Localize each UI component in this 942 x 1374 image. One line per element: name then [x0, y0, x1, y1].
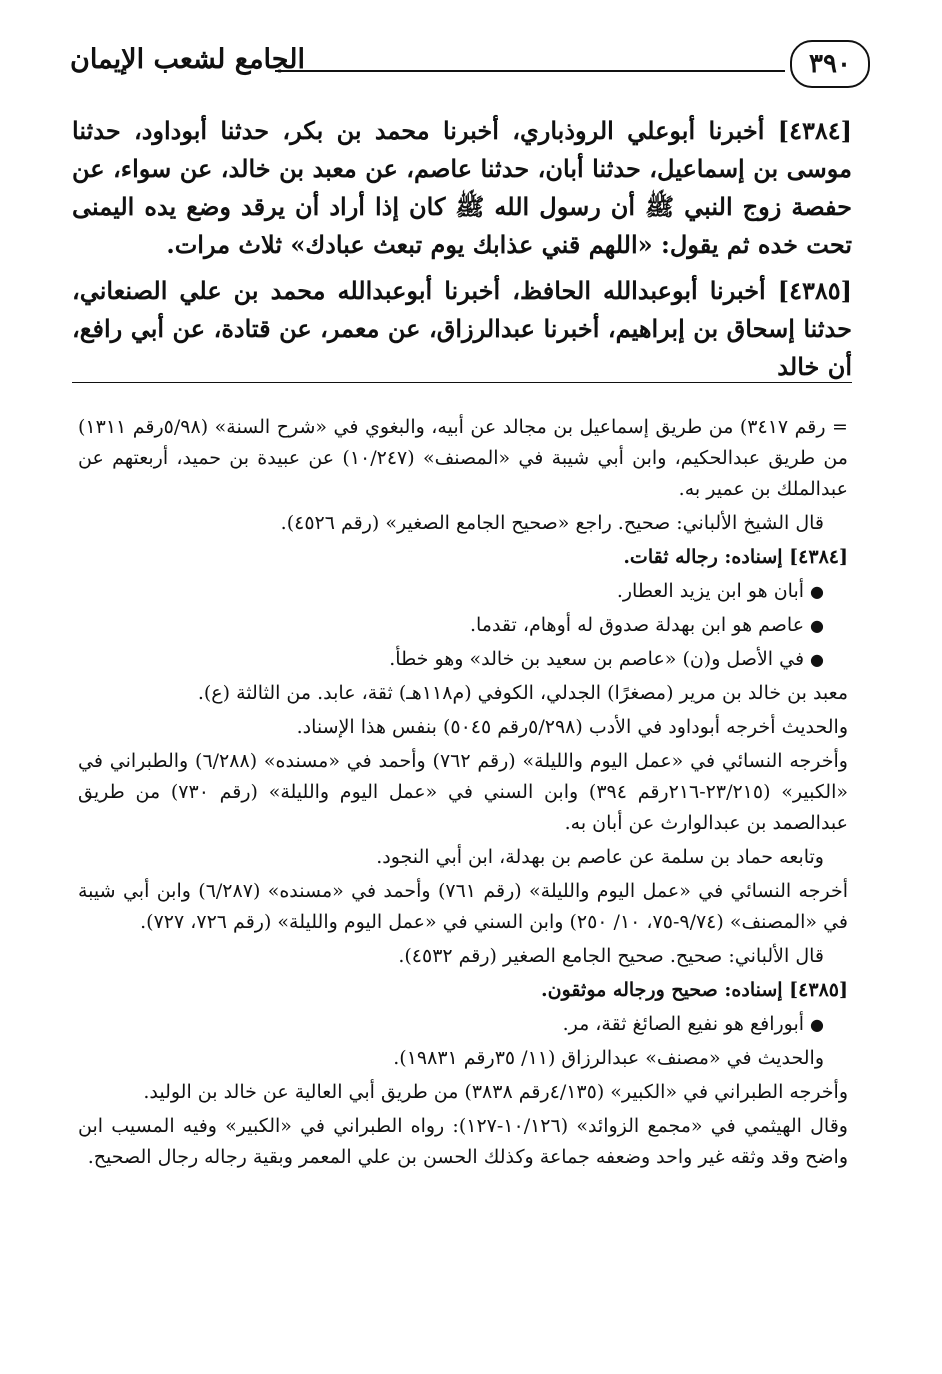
- footnote-heading-4384: [٤٣٨٤] إسناده: رجاله ثقات.: [623, 546, 848, 568]
- footnote-bullet-text: عاصم هو ابن بهدلة صدوق له أوهام، تقدما.: [469, 614, 805, 636]
- main-text: [72, 112, 852, 394]
- footnote-albani-grading: قال الشيخ الألباني: صحيح. راجع «صحيح الجامع الصغير» (رقم ٤٥٢٦).: [280, 512, 824, 534]
- footnote-separator: [72, 382, 852, 383]
- footnote-bullet-text: أبان هو ابن يزيد العطار.: [616, 580, 805, 602]
- footnote-narrator: معبد بن خالد بن مرير (مصغرًا) الجدلي، الكوفي (م١١٨هـ) ثقة، عابد. من الثالثة (ع).: [197, 682, 848, 704]
- footnote-bullet-item: [78, 1009, 848, 1040]
- footnote-continuation: = رقم ٣٤١٧) من طريق إسماعيل بن مجالد عن أبيه، والبغوي في «شرح السنة» (٥/٩٨رقم ١٣١١) من طريق عبدالحكيم، وابن أبي شيبة في «المصنف» (١٠/٢٤٧) عن عبيدة بن حميد، أربعتهم عن عبدالملك بن عمير به.: [78, 416, 848, 500]
- footnotes: [78, 412, 848, 1176]
- footnote-heading-4385: [٤٣٨٥] إسناده: صحيح ورجاله موثقون.: [541, 979, 848, 1001]
- hadith-4384: [٤٣٨٤] أخبرنا أبوعلي الروذباري، أخبرنا محمد بن بكر، حدثنا أبوداود، حدثنا موسى بن إسماعيل، حدثنا أبان، حدثنا عاصم، عن معبد بن خالد، عن سواء، عن حفصة زوج النبي ﷺ أن رسول الله ﷺ كان إذا أراد أن يرقد وضع يده اليمنى تحت خده ثم يقول: «اللهم قني عذابك يوم تبعث عبادك» ثلاث مرات.: [72, 116, 852, 259]
- footnote-paragraph: أخرجه النسائي في «عمل اليوم والليلة» (رقم ٧٦١) وأحمد في «مسنده» (٦/٢٨٧) وابن أبي شيبة في «المصنف» (٩/٧٤-٧٥، ١٠/ ٢٥٠) وابن السني في «عمل اليوم والليلة» (رقم ٧٢٦، ٧٢٧).: [78, 880, 848, 933]
- footnote-bullet-text: أبورافع هو نفيع الصائغ ثقة، مر.: [562, 1013, 805, 1035]
- footnote-paragraph: وأخرجه الطبراني في «الكبير» (٤/١٣٥رقم ٣٨٣٨) من طريق أبي العالية عن خالد بن الوليد.: [143, 1081, 848, 1103]
- header-rule: [275, 70, 785, 72]
- footnote-bullet-item: [78, 610, 848, 641]
- running-title: الجامع لشعب الإيمان: [70, 44, 305, 75]
- footnote-albani-grading: قال الألباني: صحيح. صحيح الجامع الصغير (رقم ٤٥٣٢).: [398, 945, 824, 967]
- bullet-icon: ●: [810, 582, 824, 601]
- footnote-bullet-item: [78, 576, 848, 607]
- footnote-paragraph: وقال الهيثمي في «مجمع الزوائد» (١٠/١٢٦-١٢٧): رواه الطبراني في «الكبير» وفيه المسيب ابن واضح وقد وثقه غير واحد وضعفه جماعة وكذلك الحسن بن علي المعمر وبقية رجاله رجال الصحيح.: [78, 1115, 848, 1168]
- footnote-bullet-item: [78, 644, 848, 675]
- page-header: [70, 34, 870, 94]
- bullet-icon: ●: [810, 1015, 824, 1034]
- footnote-paragraph: وتابعه حماد بن سلمة عن عاصم بن بهدلة، ابن أبي النجود.: [376, 846, 824, 868]
- footnote-paragraph: والحديث في «مصنف» عبدالرزاق (١١/ ٣٥رقم ١٩٨٣١).: [393, 1047, 824, 1069]
- page-number: ٣٩٠: [790, 40, 870, 88]
- footnote-paragraph: والحديث أخرجه أبوداود في الأدب (٥/٢٩٨رقم ٥٠٤٥) بنفس هذا الإسناد.: [296, 716, 848, 738]
- hadith-4385: [٤٣٨٥] أخبرنا أبوعبدالله الحافظ، أخبرنا أبوعبدالله محمد بن علي الصنعاني، حدثنا إسحاق بن إبراهيم، أخبرنا عبدالرزاق، عن معمر، عن قتادة، عن أبي رافع، أن خالد: [72, 276, 852, 381]
- footnote-bullet-text: في الأصل و(ن) «عاصم بن سعيد بن خالد» وهو خطأ.: [389, 648, 805, 670]
- footnote-paragraph: وأخرجه النسائي في «عمل اليوم والليلة» (رقم ٧٦٢) وأحمد في «مسنده» (٦/٢٨٨) والطبراني في «الكبير» (٢٣/٢١٥-٢١٦رقم ٣٩٤) وابن السني في «عمل اليوم والليلة» (رقم ٧٣٠) من طريق عبدالصمد بن عبدالوارث عن أبان به.: [78, 750, 849, 834]
- bullet-icon: ●: [810, 650, 824, 669]
- bullet-icon: ●: [810, 616, 824, 635]
